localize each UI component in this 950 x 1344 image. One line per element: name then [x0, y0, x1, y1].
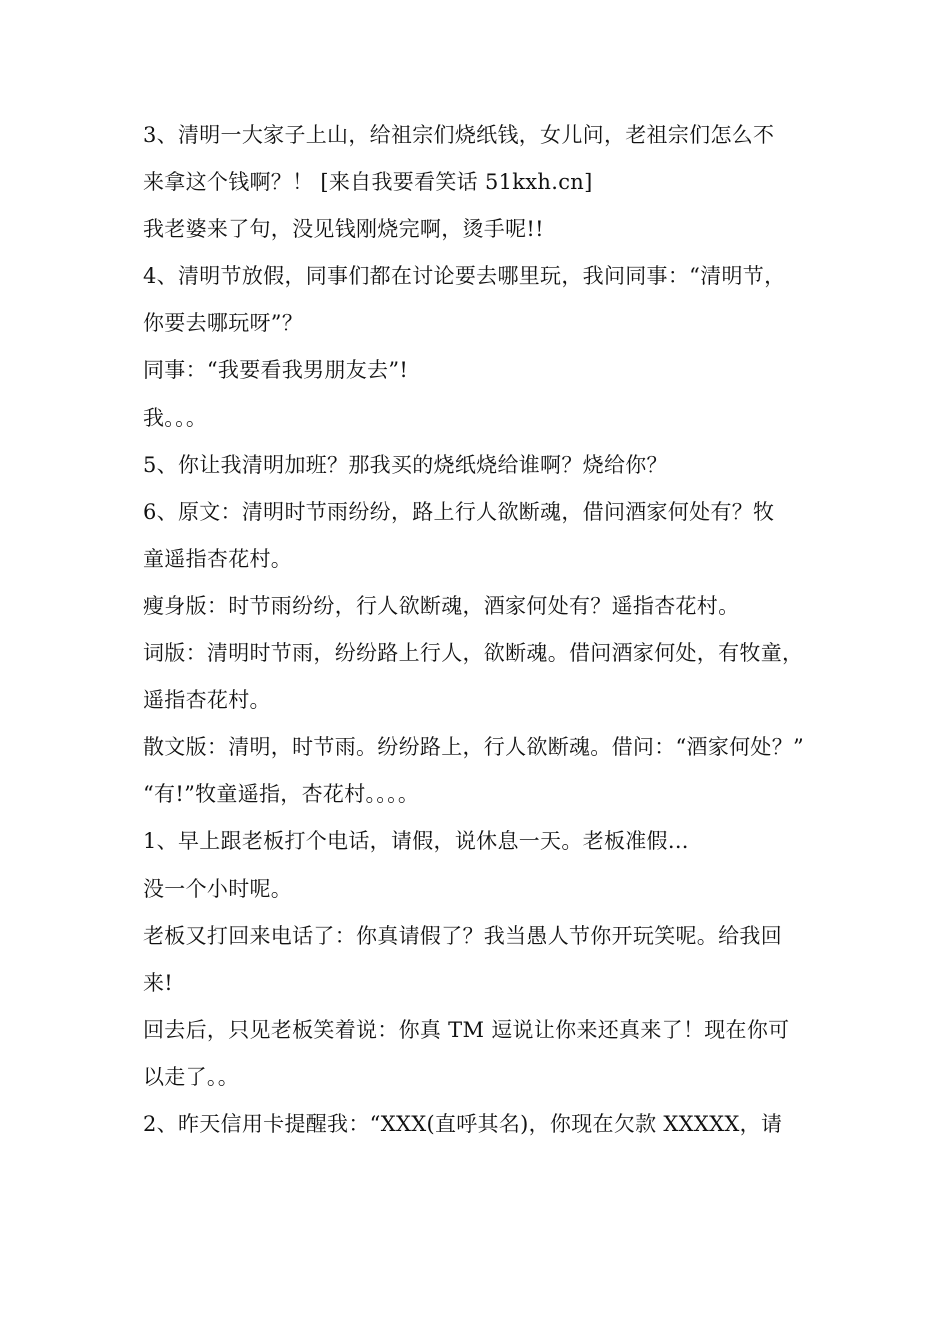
- text-line: 回去后，只见老板笑着说：你真 TM 逗说让你来还真来了！现在你可: [143, 1017, 790, 1042]
- text-line: “有!”牧童遥指，杏花村。。。。: [143, 782, 420, 807]
- text-line: 我。。。: [143, 405, 208, 430]
- text-line: 1、早上跟老板打个电话，请假，说休息一天。老板准假...: [143, 829, 689, 854]
- text-line: 词版：清明时节雨，纷纷路上行人，欲断魂。借问酒家何处，有牧童，: [143, 641, 804, 666]
- text-line: 2、昨天信用卡提醒我：“XXX(直呼其名)，你现在欠款 XXXXX，请: [143, 1111, 783, 1136]
- text-line: 3、清明一大家子上山，给祖宗们烧纸钱，女儿问，老祖宗们怎么不: [143, 123, 775, 147]
- text-line: 4、清明节放假，同事们都在讨论要去哪里玩，我问同事：“清明节，: [143, 264, 786, 289]
- text-line: 遥指杏花村。: [143, 688, 271, 713]
- text-line: 6、原文：清明时节雨纷纷，路上行人欲断魂，借问酒家何处有？牧: [143, 499, 775, 524]
- text-line: 来拿这个钱啊？！ [来自我要看笑话 51kxh.cn]: [143, 170, 593, 195]
- text-line: 没一个小时呢。: [143, 876, 293, 901]
- text-line: 瘦身版：时节雨纷纷，行人欲断魂，酒家何处有？遥指杏花村。: [143, 593, 740, 618]
- text-line: 5、你让我清明加班？那我买的烧纸烧给谁啊？烧给你？: [143, 452, 668, 477]
- text-line: 散文版：清明，时节雨。纷纷路上，行人欲断魂。借问：“酒家何处？”: [143, 735, 805, 760]
- text-line: 来!: [143, 970, 174, 995]
- text-line: 同事：“我要看我男朋友去”!: [143, 358, 409, 383]
- text-line: 老板又打回来电话了：你真请假了？我当愚人节你开玩笑呢。给我回: [143, 923, 782, 948]
- text-line: 我老婆来了句，没见钱刚烧完啊，烫手呢!!: [143, 217, 544, 242]
- text-line: 童遥指杏花村。: [143, 546, 293, 571]
- text-line: 以走了。。: [143, 1064, 239, 1089]
- document-body: [143, 112, 813, 1148]
- text-line: 你要去哪玩呀”？: [143, 311, 304, 336]
